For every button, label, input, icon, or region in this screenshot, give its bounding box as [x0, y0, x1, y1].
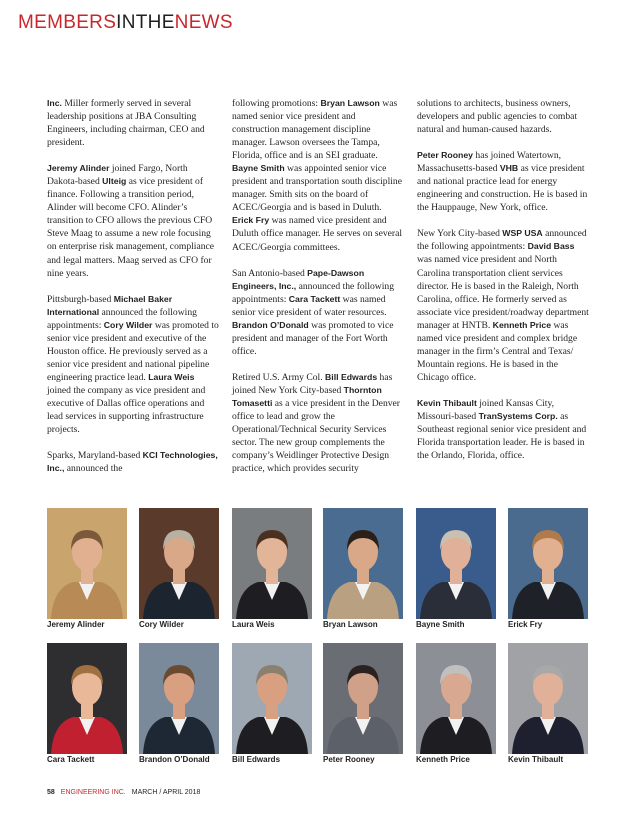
- body-text: joined Fargo, North Dakota-based: [47, 163, 188, 188]
- body-text: was named vice president and Duluth office manager. He serves on several ACEC/Georgia committees.: [232, 215, 403, 253]
- headshot-photo: [416, 643, 496, 754]
- magazine-name: ENGINEERING INC.: [60, 789, 126, 796]
- issue-date: MARCH / APRIL 2018: [131, 789, 201, 796]
- article-paragraph: [47, 293, 219, 437]
- article-paragraph: [417, 227, 589, 384]
- body-text: was appointed senior vice president and transportation south discipline manager. Smith sits on the board of ACEC/Georgia and is based in Duluth.: [232, 163, 402, 214]
- page-number: 58: [47, 789, 55, 796]
- body-text: joined Kansas City, Missouri-based: [417, 397, 555, 422]
- photo-caption: Brandon O’Donald: [139, 755, 210, 764]
- article-paragraph: [232, 267, 404, 358]
- article-paragraph: [47, 97, 219, 149]
- bold-name: Kenneth Price: [492, 319, 552, 330]
- bold-name: Thornton Tomasetti: [232, 384, 382, 408]
- bold-name: Pape-Dawson Engineers, Inc.,: [232, 267, 365, 291]
- photo-caption: Kevin Thibault: [508, 755, 564, 764]
- body-text: following promotions:: [232, 98, 321, 109]
- article-paragraph: [47, 449, 219, 475]
- body-text: announced the following appointments:: [417, 228, 587, 253]
- headshot-photo: [508, 508, 588, 619]
- bold-name: Ulteig: [102, 176, 127, 187]
- headshot-photo: [416, 508, 496, 619]
- body-text: joined the company as vice president and executive of Dallas office operations and lead services in supporting infrastructure projects.: [47, 384, 206, 436]
- bold-name: Peter Rooney: [417, 150, 474, 161]
- article-column-1: [47, 97, 219, 488]
- photo-caption: Bill Edwards: [232, 755, 281, 764]
- bold-name: Laura Weis: [148, 371, 195, 382]
- article-paragraph: [417, 149, 589, 214]
- photo-caption: Jeremy Alinder: [47, 620, 105, 629]
- bold-name: WSP USA: [502, 228, 543, 239]
- bold-name: David Bass: [527, 241, 575, 252]
- body-text: Retired U.S. Army Col.: [232, 371, 326, 383]
- article-paragraph: [417, 397, 589, 462]
- body-text: Miller formerly served in several leadership positions at JBA Consulting Engineers, including chairman, CEO and president.: [47, 98, 205, 149]
- headshot-photo: [232, 508, 312, 619]
- body-text: has joined New York City-based: [232, 371, 393, 396]
- bold-name: Bryan Lawson: [320, 98, 380, 108]
- photo-caption: Peter Rooney: [323, 755, 375, 764]
- body-text: as vice president of finance. Following a transition period, Alinder will become CFO. Alinder’s transition to CFO allows the previous CFO Steve Maag to assume a new role focusing on enterprise risk management, compliance and legal matters. Maag served as CFO for nine years.: [47, 176, 215, 279]
- body-text: San Antonio-based: [232, 267, 308, 279]
- article-paragraph: [232, 97, 404, 254]
- body-text: as Southeast regional senior vice president and Florida transportation leader. He is based in the Orlando, Florida, office.: [417, 410, 587, 462]
- bold-name: Erick Fry: [232, 215, 270, 226]
- bold-name: KCI Technologies, Inc.,: [47, 450, 218, 474]
- section-title-news: NEWS: [174, 12, 233, 33]
- bold-name: Kevin Thibault: [417, 397, 477, 408]
- body-text: was named senior vice president and construction management discipline manager. Lawson oversees the Tampa, Florida, office and is an SEI graduate.: [232, 98, 398, 162]
- section-title: [18, 12, 233, 34]
- body-text: as vice president and national practice lead for energy engineering and construction. He is based in the Hauppauge, New York, office.: [417, 163, 588, 214]
- body-text: solutions to architects, business owners, developers and public agencies to combat natural and human-caused hazards.: [417, 98, 578, 136]
- bold-name: Jeremy Alinder: [47, 163, 110, 174]
- body-text: announced the: [64, 463, 123, 475]
- section-title-members: MEMBERS: [18, 12, 117, 33]
- headshot-photo: [232, 643, 312, 754]
- bold-name: Cara Tackett: [288, 293, 341, 304]
- bold-name: VHB: [499, 163, 519, 174]
- body-text: Sparks, Maryland-based: [47, 450, 143, 462]
- headshot-grid: [47, 508, 588, 770]
- headshot-photo: [139, 508, 219, 619]
- headshot-photo: [508, 643, 588, 754]
- photo-caption: Erick Fry: [508, 620, 543, 629]
- body-text: was named vice president and complex bridge manager in the firm’s Central and Texas/ Mountain regions. He is based in the Chicago office.: [417, 319, 578, 383]
- headshot-photo: [47, 643, 127, 754]
- photo-caption: Bayne Smith: [416, 620, 465, 629]
- body-text: was named vice president and North Carolina transportation client services director. He is based in the Raleigh, North Carolina, office. He formerly served as associate vice president/roadway department manager at HNTB.: [417, 254, 589, 331]
- article-paragraph: [232, 371, 404, 475]
- bold-name: Brandon O’Donald: [232, 319, 309, 330]
- photo-caption: Cara Tackett: [47, 755, 95, 764]
- article-paragraph: [47, 162, 219, 279]
- photo-caption: Cory Wilder: [139, 620, 184, 629]
- page-footer: [47, 789, 200, 796]
- body-text: was promoted to senior vice president and executive of the Houston office. He previously served as a senior vice president and national pipeline engineering practice lead.: [47, 319, 219, 383]
- section-title-inthe: INTHE: [116, 12, 175, 33]
- bold-name: Bill Edwards: [325, 371, 378, 382]
- article-paragraph: [417, 97, 589, 136]
- headshot-photo: [323, 508, 403, 619]
- article-column-2: [232, 97, 404, 488]
- photo-caption: Kenneth Price: [416, 755, 470, 764]
- photo-caption: Bryan Lawson: [323, 620, 378, 629]
- body-text: Pittsburgh-based: [47, 293, 114, 305]
- body-text: announced the following appointments:: [47, 306, 197, 331]
- bold-name: Cory Wilder: [103, 319, 153, 330]
- body-text: as a vice president in the Denver office to lead and grow the Operational/Technical Security Services sector. The new group complements the company’s Weidlinger Protective Design practice, which provides security: [232, 397, 400, 475]
- headshot-photo: [139, 643, 219, 754]
- article-column-3: [417, 97, 589, 475]
- bold-name: Inc.: [47, 98, 62, 108]
- photo-caption: Laura Weis: [232, 620, 275, 629]
- body-text: announced the following appointments:: [232, 280, 394, 305]
- headshot-photo: [47, 508, 127, 619]
- bold-name: Bayne Smith: [232, 163, 285, 174]
- headshot-photo: [323, 643, 403, 754]
- bold-name: Michael Baker International: [47, 293, 173, 317]
- body-text: was promoted to vice president and manager of the Fort Worth office.: [232, 319, 394, 357]
- body-text: has joined Watertown, Massachusetts-based: [417, 150, 562, 175]
- bold-name: TranSystems Corp.: [478, 410, 558, 421]
- body-text: New York City-based: [417, 228, 503, 240]
- body-text: was named senior vice president of water resources.: [232, 293, 387, 318]
